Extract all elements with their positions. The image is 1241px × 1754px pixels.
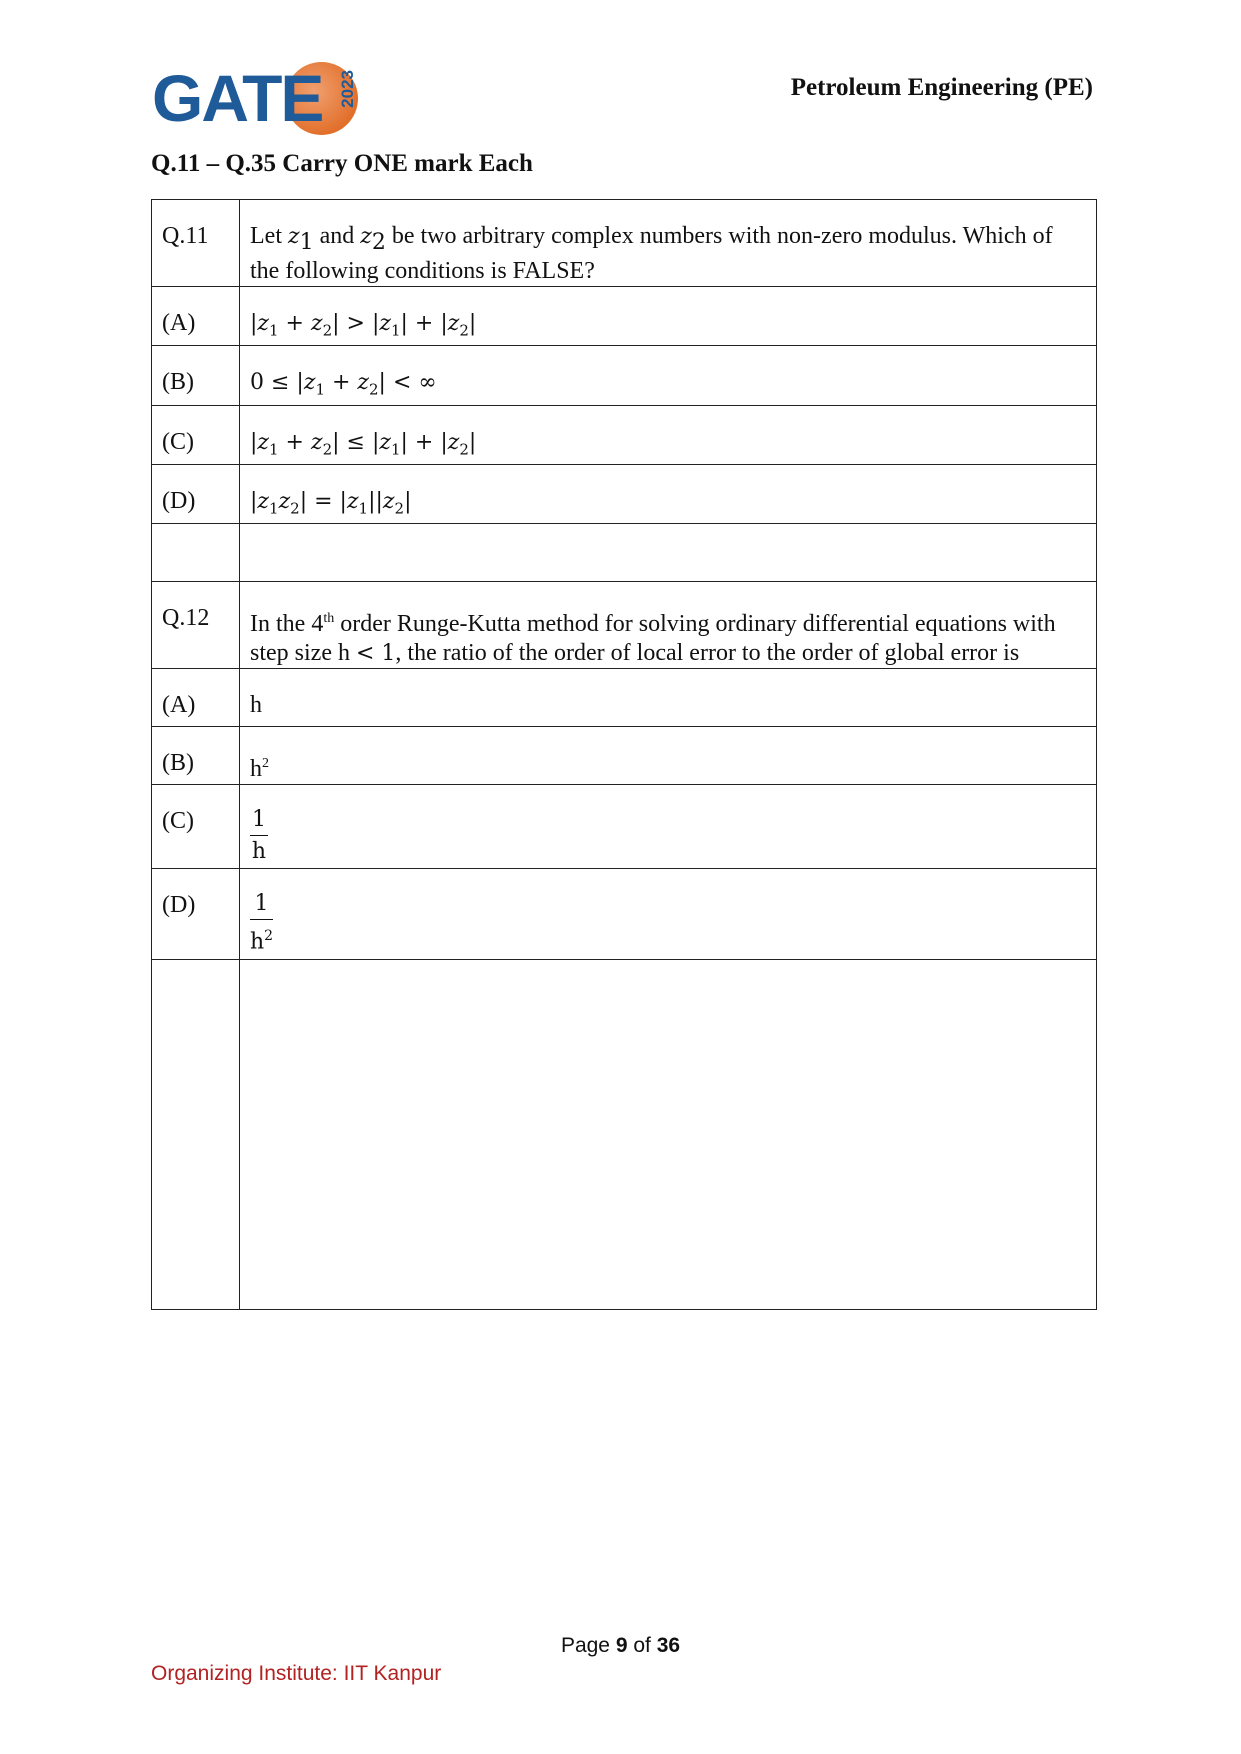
option-row-c — [152, 785, 1097, 869]
blank-row — [152, 959, 1097, 1309]
fraction: $\frac{1}{h}$ — [251, 807, 267, 865]
option-label: (A) — [152, 669, 240, 727]
option-value: $h^2$ — [240, 727, 1097, 785]
option-expression: $|z_1 + z_2| > |z_1| + |z_2|$ — [240, 286, 1097, 345]
question-text: Let $z_1$ and $z_2$ be two arbitrary complex numbers with non-zero modulus. Which of the following conditions is FALSE? — [240, 200, 1097, 287]
question-text: In the 4th order Runge-Kutta method for solving ordinary differential equations with step size h < 1, the ratio of the order of local error to the order of global error is — [240, 582, 1097, 669]
option-expression: $0 \le |z_1 + z_2|$ < ∞ — [240, 346, 1097, 405]
option-label: (C) — [152, 405, 240, 464]
logo-text: GATE — [152, 61, 323, 135]
option-label: (B) — [152, 727, 240, 785]
paper-subject: Petroleum Engineering (PE) — [790, 74, 1093, 101]
option-row-b — [152, 346, 1097, 405]
option-label: (B) — [152, 346, 240, 405]
option-row-a — [152, 286, 1097, 345]
question-number: Q.11 — [152, 200, 240, 287]
gate-2023-logo — [152, 58, 362, 138]
logo-year: 2023 — [338, 70, 357, 108]
option-label: (D) — [152, 464, 240, 523]
blank-row — [152, 524, 1097, 582]
question-row-q11 — [152, 200, 1097, 287]
option-value — [240, 869, 1097, 959]
option-row-b — [152, 727, 1097, 785]
option-value: h — [240, 669, 1097, 727]
page-number: Page 9 of 36 — [560, 1634, 681, 1657]
section-title: Q.11 – Q.35 Carry ONE mark Each — [151, 150, 533, 177]
option-row-d — [152, 869, 1097, 959]
organizing-institute: Organizing Institute: IIT Kanpur — [151, 1662, 442, 1685]
question-row-q12 — [152, 582, 1097, 669]
option-row-d — [152, 464, 1097, 523]
option-row-c — [152, 405, 1097, 464]
option-label: (C) — [152, 785, 240, 869]
option-value — [240, 785, 1097, 869]
option-expression: $|z_1 + z_2| \le |z_1| + |z_2|$ — [240, 405, 1097, 464]
option-expression: $|z_1z_2| = |z_1||z_2|$ — [240, 464, 1097, 523]
fraction: $\frac{1}{h^2}$ — [250, 891, 274, 955]
question-number: Q.12 — [152, 582, 240, 669]
option-label: (D) — [152, 869, 240, 959]
question-table — [151, 199, 1097, 1310]
option-label: (A) — [152, 286, 240, 345]
option-row-a — [152, 669, 1097, 727]
